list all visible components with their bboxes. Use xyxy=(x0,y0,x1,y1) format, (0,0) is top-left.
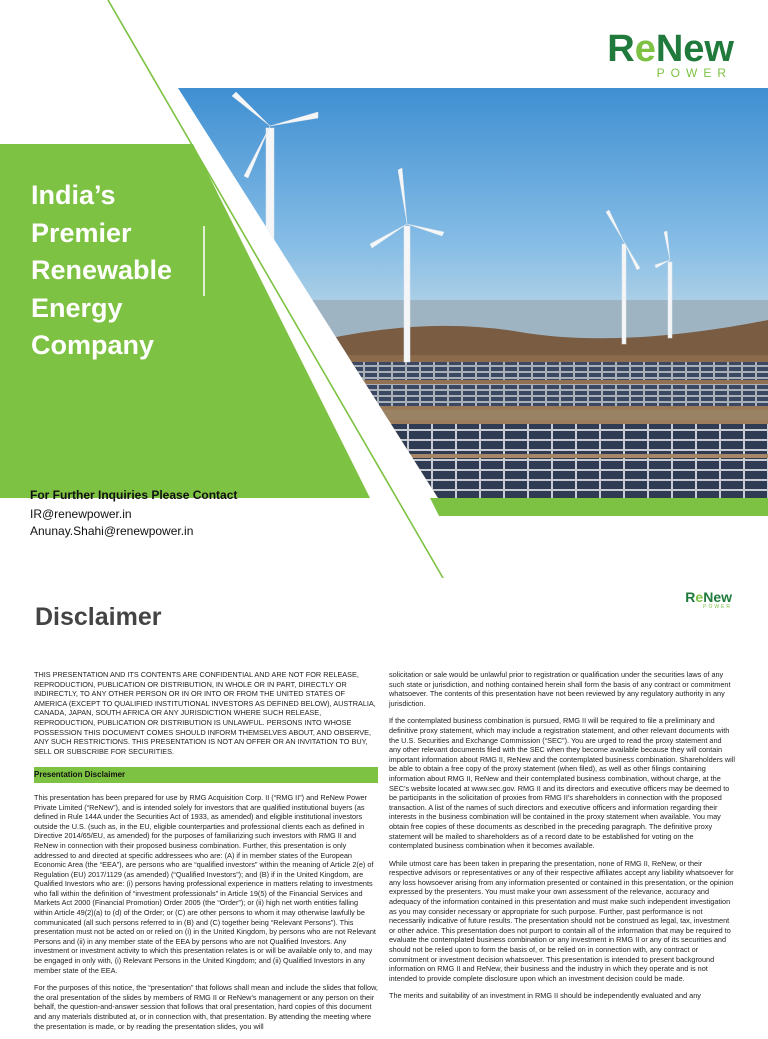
caps-paragraph: THIS PRESENTATION AND ITS CONTENTS ARE CONFIDENTIAL AND ARE NOT FOR RELEASE, REPRODUCTION, PUBLICATION OR DISTRIBUTION, IN WHOLE OR IN PART, DIRECTLY OR INDIRECTLY, TO ANY OTHER PERSON OR IN OR INTO OR FROM THE UNITED STATES OF AMERICA (EXCEPT TO QUALIFIED INSTITUTIONAL INVESTORS AS DEFINED BELOW), AUSTRALIA, CANADA, JAPAN, SOUTH AFRICA OR ANY JURISDICTION WHERE SUCH RELEASE, REPRODUCTION, PUBLICATION OR DISTRIBUTION IS UNLAWFUL. PERSONS INTO WHOSE POSSESSION THIS DOCUMENT COMES SHOULD INFORM THEMSELVES ABOUT, AND OBSERVE, ANY SUCH RESTRICTIONS. THIS PRESENTATION IS NOT AN OFFER OR AN INVITATION TO BUY, SELL OR SUBSCRIBE FOR SECURITIES. xyxy=(34,670,376,756)
logo-wordmark: ReNew xyxy=(607,28,734,70)
section-bar xyxy=(34,767,378,783)
green-stripe xyxy=(430,498,768,516)
section-label: Presentation Disclaimer xyxy=(34,770,126,780)
contact-email[interactable]: IR@renewpower.in xyxy=(30,507,132,521)
contact-email[interactable]: Anunay.Shahi@renewpower.in xyxy=(30,524,194,538)
contact-block xyxy=(30,487,237,540)
paragraph: If the contemplated business combination is pursued, RMG II will be required to file a preliminary and definitive proxy statement, which may include a registration statement, and other relevant documents with the U.S. Securities and Exchange Commission (“SEC”). You are urged to read the proxy statement and any other relevant documents filed with the SEC when they become available because they will contain important information about RMG II, ReNew and the contemplated business combination. Shareholders will be able to obtain a free copy of the proxy statement (when filed), as well as other filings containing information about RMG II, ReNew and their contemplated business combination, without charge, at the SEC’s website located at www.sec.gov. RMG II and its directors and executive officers may be deemed to be participants in the solicitation of proxies from RMG II’s shareholders in connection with the proposed transaction. A list of the names of such directors and executive officers and information regarding their interests in the business combination will be contained in the proxy statement when available. You may obtain free copies of these documents as described in the preceding paragraph. The definitive proxy statement will be mailed to shareholders as of a record date to be established for voting on the contemplated business combination when it becomes available. xyxy=(389,716,735,851)
disclaimer-heading: Disclaimer xyxy=(35,603,162,631)
contact-heading: For Further Inquiries Please Contact xyxy=(30,488,238,502)
renew-power-logo-small xyxy=(685,590,732,610)
logo-subtitle: POWER xyxy=(656,66,732,80)
paragraph: The merits and suitability of an investment in RMG II should be independently evaluated and any xyxy=(389,991,701,1001)
paragraph: solicitation or sale would be unlawful prior to registration or qualification under the securities laws of any such state or jurisdiction, and nothing contained herein shall form the basis of any contract or commitment whatsoever. The contents of this presentation have not been reviewed by any regulatory authority in any jurisdiction. xyxy=(389,670,731,708)
disclaimer-slide xyxy=(0,578,768,1031)
disclaimer-left-column xyxy=(34,670,378,1039)
logo-wordmark-small: ReNew xyxy=(685,589,732,605)
title-line: Renewable xyxy=(31,255,173,285)
paragraph: While utmost care has been taken in preparing the presentation, none of RMG II, ReNew, or their respective advisors or representatives or any of their respective affiliates accept any liability whatsoever for any loss howsoever arising from any information presented or contained in this presentation, or the opinion expressed by the presenters. You must make your own assessment of the relevance, accuracy and adequacy of the information contained in this presentation and must make such independent investigation as you may consider necessary or appropriate for such purpose. Further, past performance is not necessarily indicative of future results. The presentation should not be construed as legal, tax, investment or other advice. This presentation does not purport to contain all of the information that may be required to evaluate the contemplated business combination or any investment in RMG II or any of its securities and should not be relied upon to form the basis of, or be relied on in connection with, any contract or commitment or investment decision whatsoever. This presentation is intended to present background information on RMG II and ReNew, their business and the industry in which they operate and is not intended to provide complete disclosure upon which an investment decision could be made. xyxy=(389,858,734,983)
logo-subtitle-small: POWER xyxy=(703,604,732,610)
paragraph: This presentation has been prepared for use by RMG Acquisition Corp. II (“RMG II”) and ReNew Power Private Limited (“ReNew”), and is intended solely for investors that are qualified institutional buyers (as defined in Rule 144A under the Securities Act of 1933, as amended) and eligible institutional investors outside the U.S. (such as, in the EU, eligible counterparties and professional clients each as defined in Directive 2014/65/EU, as amended) for the purposes of familiarizing such investors with RMG II and ReNew in connection with their proposed business combination. Further, this presentation is only addressed to and directed at specific addressees who are: (A) if in member states of the European Economic Area (the “EEA”), are persons who are “qualified investors” within the meaning of Article 2(e) of Regulation (EU) 2017/1129 (as amended) (“Qualified Investors”); and (B) if in the United Kingdom, are Qualified Investors who are: (i) persons having professional experience in matters relating to investments who fall within the definition of “investment professionals” in Article 19(5) of the Financial Services and Markets Act 2000 (Financial Promotion) Order 2005 (the “Order”); or (ii) high net worth entities falling within Article 49(2)(a) to (d) of the Order; or (C) are other persons to whom it may otherwise lawfully be communicated (all such persons referred to in (B) and (C) together being “Relevant Persons”). This presentation must not be acted on or relied on (i) in the United Kingdom, by persons who are not Relevant Persons and (ii) in any member state of the EEA by persons who are not Qualified Investors. Any investment or investment activity to which this presentation relates is or will be available only to, and may be engaged in only with, (i) Relevant Persons in the United Kingdom; and (ii) Qualified Investors in any member state of the EEA. xyxy=(34,792,376,975)
title-line: Energy xyxy=(31,292,123,323)
title-line: Company xyxy=(31,330,155,360)
paragraph: For the purposes of this notice, the “presentation” that follows shall mean and include the slides that follow, the oral presentation of the slides by members of RMG II or ReNew’s management or any person on their behalf, the question-and-answer session that follows that oral presentation, hard copies of this document and any materials distributed at, or in connection with, that presentation. By attending the meeting where the presentation is made, or by reading the presentation slides, you will xyxy=(34,983,378,1031)
cover-title xyxy=(31,177,172,365)
renew-power-logo xyxy=(607,30,734,80)
title-line: Premier xyxy=(31,217,132,248)
title-line: India’s xyxy=(31,180,116,210)
disclaimer-right-column xyxy=(389,670,735,1009)
